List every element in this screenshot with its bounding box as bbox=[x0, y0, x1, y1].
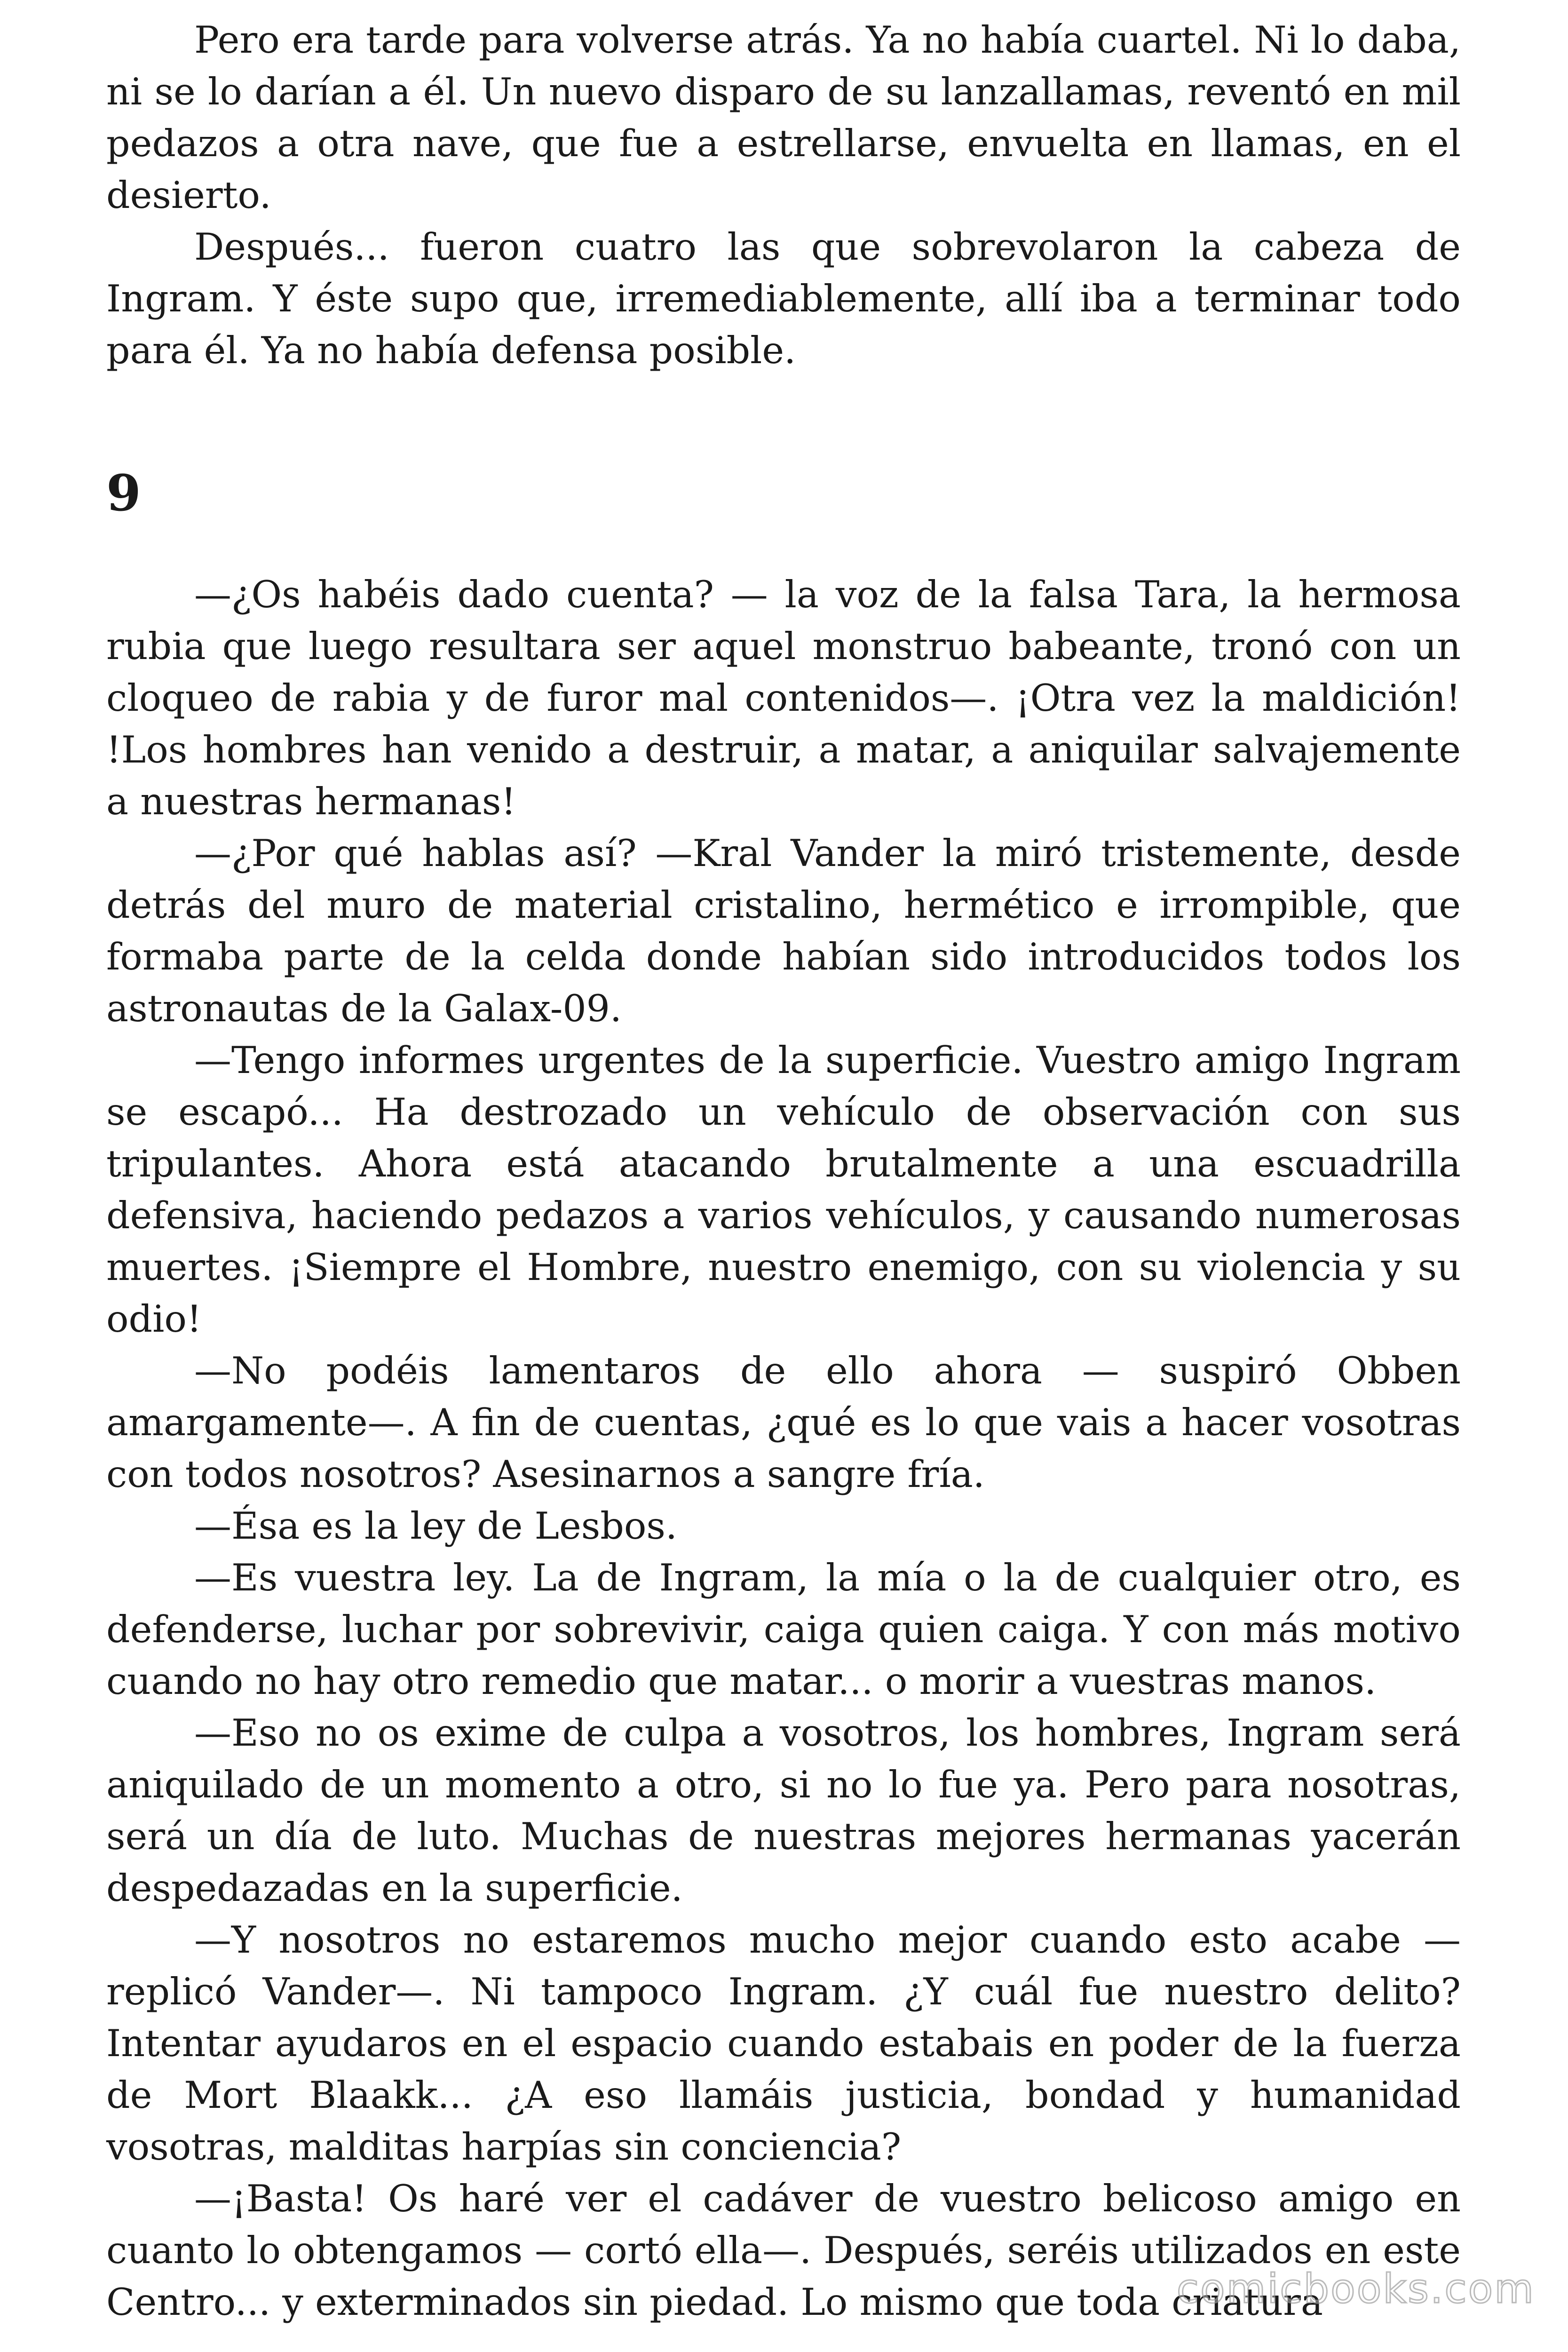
chapter-paragraph-9: —¡Basta! Os haré ver el cadáver de vuestro belicoso amigo en cuanto lo obtengamos — cortó ella—. Después, seréis utilizados en este Centro... y exterminados sin piedad. Lo mismo que toda criatura bbox=[106, 2177, 1461, 2324]
chapter-paragraph-7: —Eso no os exime de culpa a vosotros, los hombres, Ingram será aniquilado de un momento a otro, si no lo fue ya. Pero para nosotras, será un día de luto. Muchas de nuestras mejores hermanas yacerán despedazadas en la superficie. bbox=[106, 1711, 1461, 1910]
chapter-paragraph-2: —¿Por qué hablas así? —Kral Vander la miró tristemente, desde detrás del muro de material cristalino, hermético e irrompible, que formaba parte de la celda donde habían sido introducidos todos los astronautas de la Galax-09. bbox=[106, 832, 1461, 1030]
intro-paragraph-2: Después... fueron cuatro las que sobrevolaron la cabeza de Ingram. Y éste supo que, irremediablemente, allí iba a terminar todo para él. Ya no había defensa posible. bbox=[106, 225, 1461, 372]
chapter-paragraph-4: —No podéis lamentaros de ello ahora — suspiró Obben amargamente—. A fin de cuentas, ¿qué es lo que vais a hacer vosotras con todos nosotros? Asesinarnos a sangre fría. bbox=[106, 1349, 1461, 1496]
watermark: comicbooks.com bbox=[1176, 2265, 1535, 2312]
chapter-paragraph-5: —Ésa es la ley de Lesbos. bbox=[194, 1504, 678, 1548]
book-page bbox=[106, 14, 1461, 2328]
chapter-paragraph-3: —Tengo informes urgentes de la superficie. Vuestro amigo Ingram se escapó... Ha destrozado un vehículo de observación con sus tripulantes. Ahora está atacando brutalmente a una escuadrilla defensiva, haciendo pedazos a varios vehículos, y causando numerosas muertes. ¡Siempre el Hombre, nuestro enemigo, con su violencia y su odio! bbox=[106, 1039, 1461, 1341]
chapter-number: 9 bbox=[106, 463, 141, 522]
intro-paragraph-1: Pero era tarde para volverse atrás. Ya no había cuartel. Ni lo daba, ni se lo darían a él. Un nuevo disparo de su lanzallamas, reventó en mil pedazos a otra nave, que fue a estrellarse, envuelta en llamas, en el desierto. bbox=[106, 18, 1461, 217]
chapter-paragraph-8: —Y nosotros no estaremos mucho mejor cuando esto acabe — replicó Vander—. Ni tampoco Ingram. ¿Y cuál fue nuestro delito? Intentar ayudaros en el espacio cuando estabais en poder de la fuerza de Mort Blaakk... ¿A eso llamáis justicia, bondad y humanidad vosotras, malditas harpías sin conciencia? bbox=[106, 1918, 1461, 2169]
chapter-paragraph-1: —¿Os habéis dado cuenta? — la voz de la falsa Tara, la hermosa rubia que luego resultara ser aquel monstruo babeante, tronó con un cloqueo de rabia y de furor mal contenidos—. ¡Otra vez la maldición! !Los hombres han venido a destruir, a matar, a aniquilar salvajemente a nuestras hermanas! bbox=[106, 573, 1461, 823]
chapter-paragraph-6: —Es vuestra ley. La de Ingram, la mía o la de cualquier otro, es defenderse, luchar por sobrevivir, caiga quien caiga. Y con más motivo cuando no hay otro remedio que matar... o morir a vuestras manos. bbox=[106, 1556, 1461, 1703]
